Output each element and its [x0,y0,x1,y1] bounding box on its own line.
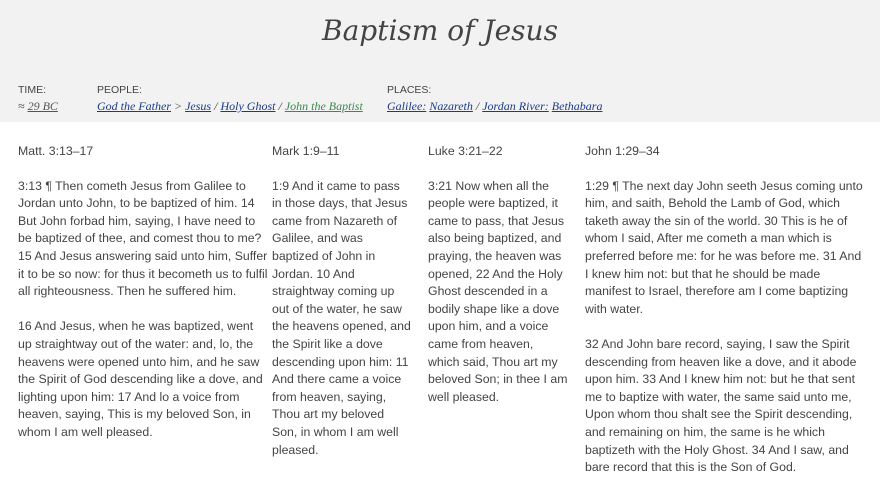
places-section [387,84,602,114]
time-link[interactable]: 29 BC [27,99,58,113]
person-link-god-the-father[interactable]: God the Father [97,99,171,113]
passage-reference: Mark 1:9–11 [272,144,340,158]
separator: / [214,99,218,113]
person-link-holy-ghost[interactable]: Holy Ghost [220,99,276,113]
time-label: TIME: [18,84,46,96]
place-link-jordan-river[interactable]: Jordan River: [482,99,549,113]
passage-reference: Luke 3:21–22 [428,144,503,158]
person-link-john-the-baptist[interactable]: John the Baptist [284,99,363,113]
time-section [18,84,58,114]
passage-text: 3:13 ¶ Then cometh Jesus from Galilee to Jordan unto John, to be baptized of him. 14 But John forbad him, saying, I have need to be baptized of thee, and comest thou to me? 15 And Jesus answering said unto him, Suffer it to be so now: for thus it becometh us to fulfil all righteousness. Then he suffered him. [18,178,268,299]
page-header [0,0,880,122]
page-title: Baptism of Jesus [322,14,558,47]
people-label: PEOPLE: [97,84,142,96]
passage-text: 1:9 And it came to pass in those days, that Jesus came from Nazareth of Galilee, and was baptized of John in Jordan. 10 And straightway coming up out of the water, he saw the heavens opened, and the Spirit like a dove descending upon him: 11 And there came a voice from heaven, saying, Thou art my beloved Son, in whom I am well pleased. [272,178,411,457]
separator: / [475,99,480,113]
approx-symbol: ≈ [18,99,25,113]
place-link-galilee[interactable]: Galilee: [387,99,427,113]
separator: / [278,99,282,113]
place-link-nazareth[interactable]: Nazareth [429,99,473,113]
person-link-jesus[interactable]: Jesus [185,99,212,113]
places-label: PLACES: [387,84,432,96]
passage-text: 16 And Jesus, when he was baptized, went up straightway out of the water: and, lo, the heavens were opened unto him, and he saw the Spirit of God descending like a dove, and lighting upon him: 17 And lo a voice from heaven, saying, This is my beloved Son, in whom I am well pleased. [18,319,263,439]
people-section [97,84,363,114]
passage-reference: John 1:29–34 [585,144,660,158]
separator: > [174,99,183,113]
gospel-column-john [585,143,865,494]
passage-text: 3:21 Now when all the people were baptized, it came to pass, that Jesus also being baptized, and praying, the heaven was opened, 22 And the Holy Ghost descended in a bodily shape like a dove upon him, and a voice came from heaven, which said, Thou art my beloved Son; in thee I am well pleased. [428,178,568,404]
place-link-bethabara[interactable]: Bethabara [551,99,603,113]
passage-text: 32 And John bare record, saying, I saw the Spirit descending from heaven like a dove, and it abode upon him. 33 And I knew him not: but he that sent me to baptize with water, the same said unto me, Upon whom thou shalt see the Spirit descending, and remaining on him, the same is he which baptizeth with the Holy Ghost. 34 And I saw, and bare record that this is the Son of God. [585,336,857,475]
passage-text: 1:29 ¶ The next day John seeth Jesus coming unto him, and saith, Behold the Lamb of God, which taketh away the sin of the world. 30 This is he of whom I said, After me cometh a man which is preferred before me: for he was before me. 31 And I knew him not: but that he should be made manifest to Israel, therefore am I come baptizing with water. [585,178,863,316]
gospel-column-matthew [18,143,268,459]
passage-reference: Matt. 3:13–17 [18,144,94,158]
gospel-column-mark [272,143,412,477]
gospel-column-luke [428,143,568,424]
